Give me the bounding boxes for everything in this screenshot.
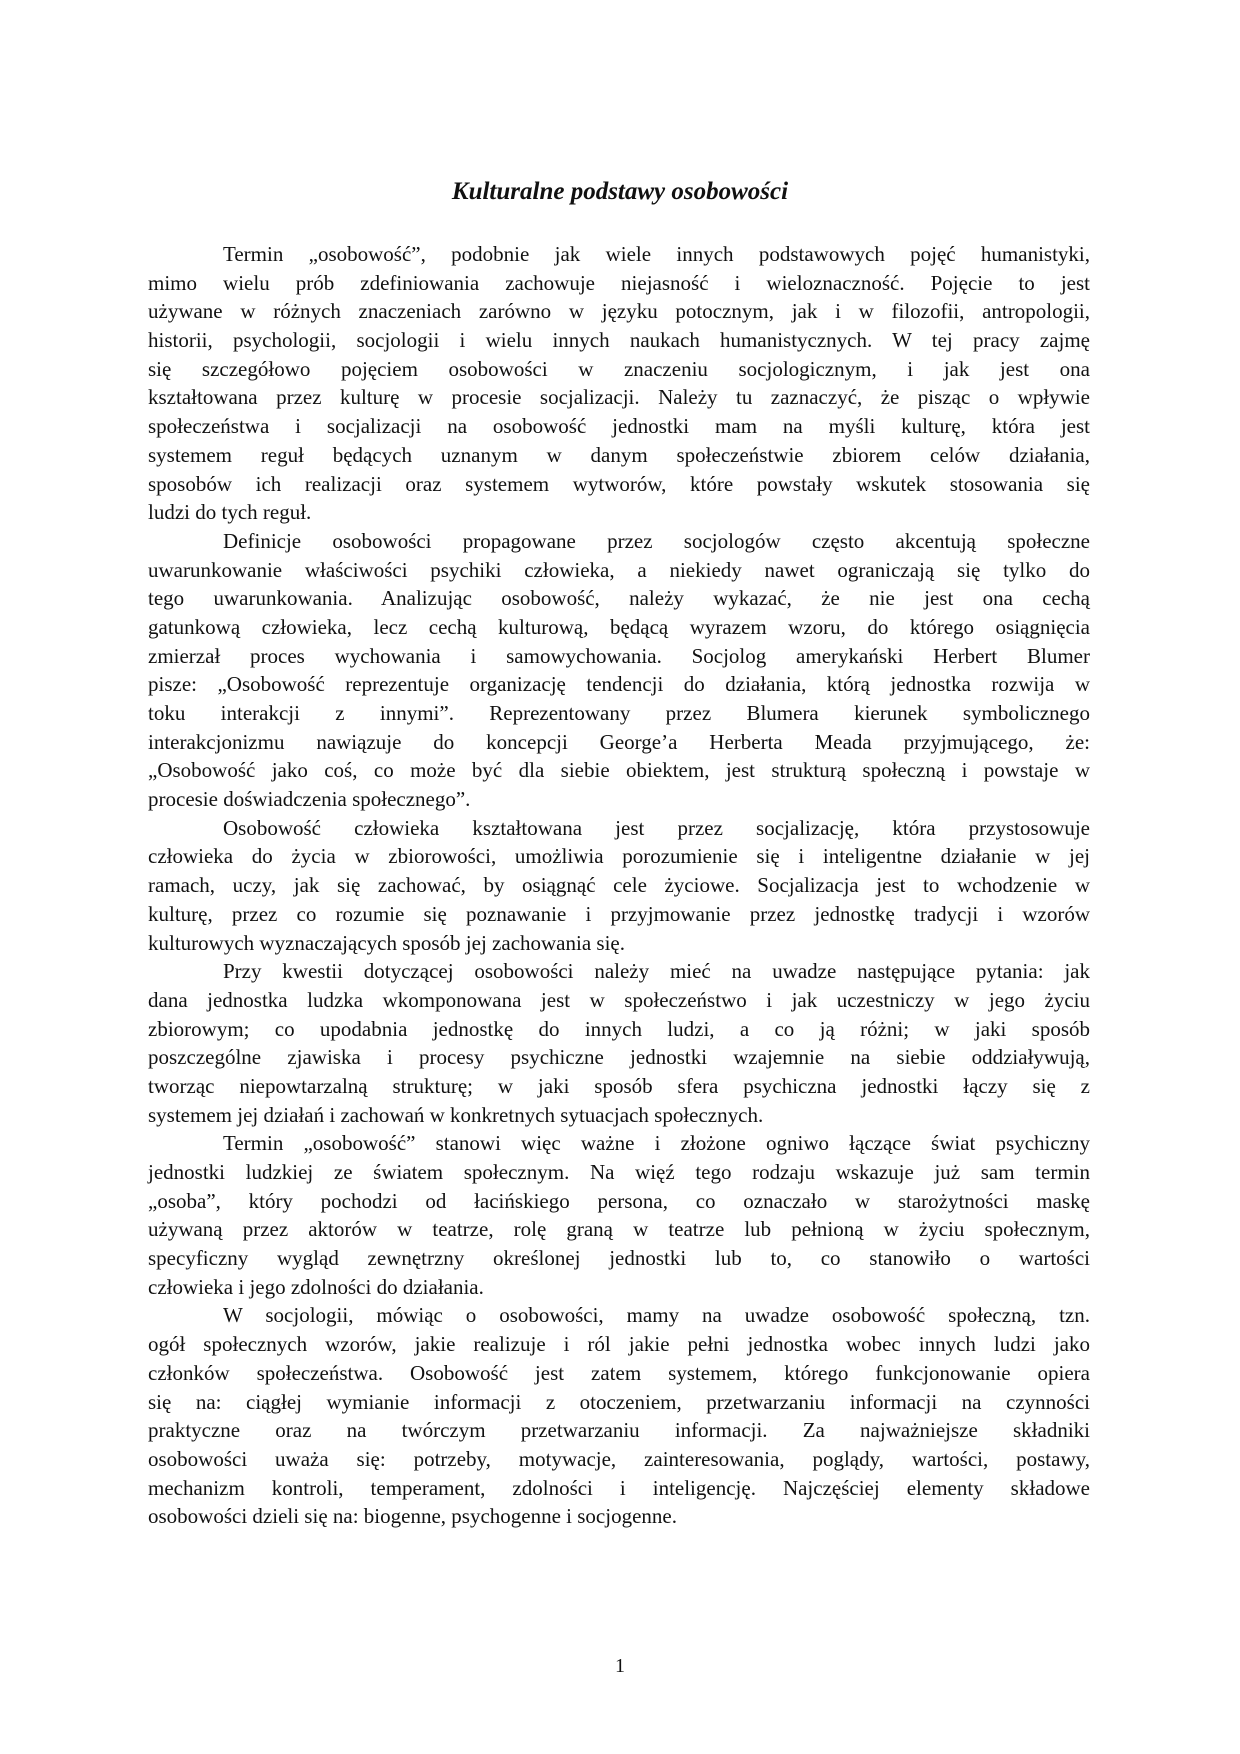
text-line: używane w różnych znaczeniach zarówno w języku potocznym, jak i w filozofii, antropologii, (148, 299, 1090, 324)
text-line: systemem jej działań i zachowań w konkretnych sytuacjach społecznych. (148, 1102, 764, 1127)
text-line: pisze: „Osobowość reprezentuje organizację tendencji do działania, którą jednostka rozwija w (148, 672, 1090, 697)
text-line: społeczeństwa i socjalizacji na osobowość jednostki mam na myśli kulturę, która jest (148, 414, 1090, 439)
text-line: W socjologii, mówiąc o osobowości, mamy na uwadze osobowość społeczną, tzn. (223, 1303, 1090, 1328)
text-line: mimo wielu prób zdefiniowania zachowuje niejasność i wieloznaczność. Pojęcie to jest (148, 270, 1090, 295)
text-line: mechanizm kontroli, temperament, zdolności i inteligencję. Najczęściej elementy składowe (148, 1475, 1090, 1500)
text-line: człowieka do życia w zbiorowości, umożliwia porozumienie się i inteligentne działanie w jej (148, 844, 1090, 869)
paragraph (148, 1301, 1090, 1531)
text-line: kulturowych wyznaczających sposób jej zachowania się. (148, 930, 625, 955)
paragraph (148, 527, 1090, 814)
text-line: procesie doświadczenia społecznego”. (148, 787, 471, 812)
text-line: zbiorowym; co upodabnia jednostkę do innych ludzi, a co ją różni; w jaki sposób (148, 1016, 1090, 1041)
text-line: zmierzał proces wychowania i samowychowania. Socjolog amerykański Herbert Blumer (148, 643, 1090, 668)
text-line: „osoba”, który pochodzi od łacińskiego persona, co oznaczało w starożytności maskę (148, 1188, 1090, 1213)
text-line: się na: ciągłej wymianie informacji z otoczeniem, przetwarzaniu informacji na czynności (148, 1389, 1090, 1414)
text-line: człowieka i jego zdolności do działania. (148, 1274, 484, 1299)
text-line: tworząc niepowtarzalną strukturę; w jaki sposób sfera psychiczna jednostki łączy się z (148, 1073, 1090, 1098)
text-line: gatunkową człowieka, lecz cechą kulturową, będącą wyrazem wzoru, do którego osiągnięcia (148, 614, 1090, 639)
text-line: ramach, uczy, jak się zachować, by osiągnąć cele życiowe. Socjalizacja jest to wchodzenie w (148, 873, 1090, 898)
paragraph (148, 957, 1090, 1129)
text-line: sposobów ich realizacji oraz systemem wytworów, które powstały wskutek stosowania się (148, 471, 1090, 496)
text-line: kulturę, przez co rozumie się poznawanie i przyjmowanie przez jednostkę tradycji i wzorów (148, 901, 1090, 926)
text-line: Przy kwestii dotyczącej osobowości należy mieć na uwadze następujące pytania: jak (223, 959, 1090, 984)
text-line: historii, psychologii, socjologii i wielu innych naukach humanistycznych. W tej pracy zajmę (148, 328, 1090, 353)
text-line: jednostki ludzkiej ze światem społecznym. Na więź tego rodzaju wskazuje już sam termin (148, 1160, 1090, 1184)
text-line: „Osobowość jako coś, co może być dla siebie obiektem, jest strukturą społeczną i powstaje w (148, 758, 1090, 783)
text-line: osobowości dzieli się na: biogenne, psychogenne i socjogenne. (148, 1504, 677, 1529)
document-body (148, 240, 1090, 1531)
text-line: Termin „osobowość” stanowi więc ważne i złożone ogniwo łączące świat psychiczny (223, 1131, 1090, 1156)
text-line: Definicje osobowości propagowane przez socjologów często akcentują społeczne (223, 528, 1090, 553)
text-line: tego uwarunkowania. Analizując osobowość, należy wykazać, że nie jest ona cechą (148, 586, 1090, 611)
text-line: interakcjonizmu nawiązuje do koncepcji George’a Herberta Meada przyjmującego, że: (148, 729, 1090, 754)
paragraph (148, 814, 1090, 957)
text-line: Termin „osobowość”, podobnie jak wiele innych podstawowych pojęć humanistyki, (223, 242, 1090, 266)
document-title: Kulturalne podstawy osobowości (451, 178, 789, 205)
text-line: uwarunkowanie właściwości psychiki człowieka, a niekiedy nawet ograniczają się tylko do (148, 557, 1090, 582)
text-line: poszczególne zjawiska i procesy psychiczne jednostki wzajemnie na siebie oddziaływują, (148, 1045, 1090, 1070)
paragraph (148, 240, 1090, 527)
text-line: systemem reguł będących uznanym w danym społeczeństwie zbiorem celów działania, (148, 442, 1090, 467)
text-line: się szczegółowo pojęciem osobowości w znaczeniu socjologicznym, i jak jest ona (148, 356, 1090, 381)
text-line: Osobowość człowieka kształtowana jest przez socjalizację, która przystosowuje (223, 815, 1090, 840)
text-line: ogół społecznych wzorów, jakie realizuje i ról jakie pełni jednostka wobec innych ludzi jako (148, 1332, 1090, 1357)
text-line: specyficzny wygląd zewnętrzny określonej jednostki lub to, co stanowiło o wartości (148, 1246, 1090, 1271)
text-line: osobowości uważa się: potrzeby, motywacje, zainteresowania, poglądy, wartości, postawy, (148, 1446, 1090, 1471)
page-number: 1 (615, 1655, 625, 1677)
paragraph (148, 1129, 1090, 1301)
text-line: dana jednostka ludzka wkomponowana jest w społeczeństwo i jak uczestniczy w jego życiu (148, 987, 1090, 1012)
text-line: praktyczne oraz na twórczym przetwarzaniu informacji. Za najważniejsze składniki (148, 1418, 1090, 1443)
text-line: toku interakcji z innymi”. Reprezentowany przez Blumera kierunek symbolicznego (148, 701, 1090, 725)
text-line: kształtowana przez kulturę w procesie socjalizacji. Należy tu zaznaczyć, że pisząc o wpływie (148, 385, 1090, 410)
text-line: członków społeczeństwa. Osobowość jest zatem systemem, którego funkcjonowanie opiera (148, 1360, 1090, 1385)
text-line: ludzi do tych reguł. (148, 500, 312, 525)
text-line: używaną przez aktorów w teatrze, rolę graną w teatrze lub pełnioną w życiu społecznym, (148, 1217, 1090, 1242)
